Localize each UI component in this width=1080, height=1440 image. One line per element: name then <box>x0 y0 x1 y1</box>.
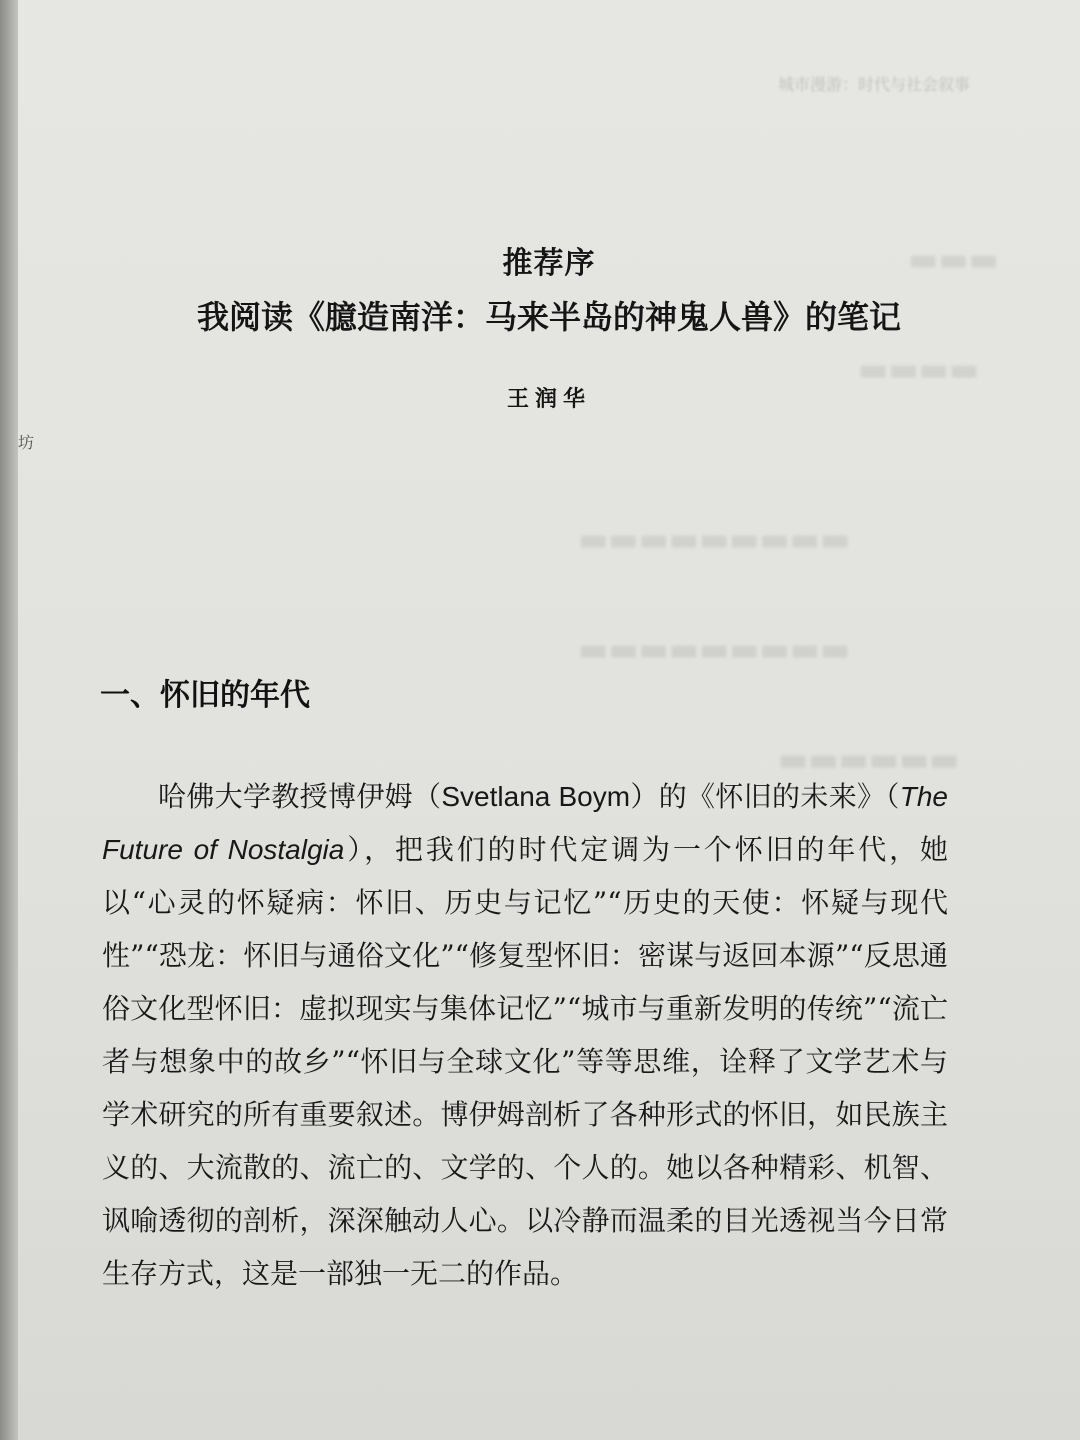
bleed-through-texture: ▬▬▬▬▬▬▬▬▬ <box>578 520 851 558</box>
book-page <box>18 0 1080 1440</box>
paragraph-text: ）的《怀旧的未来》（ <box>630 780 900 813</box>
bleed-through-texture: ▬▬▬ <box>908 240 999 278</box>
bleed-through-texture: ▬▬▬▬▬▬▬▬▬ <box>578 630 851 668</box>
foreword-title: 我阅读《臆造南洋：马来半岛的神鬼人兽》的笔记 <box>196 298 901 336</box>
foreword-label: 推荐序 <box>502 246 596 281</box>
section-title: 一、怀旧的年代 <box>100 678 310 713</box>
book-gutter-shadow <box>0 0 18 1440</box>
author-english-name: Svetlana Boym <box>441 781 631 812</box>
running-header: 城市漫游：时代与社会叙事 <box>778 75 971 94</box>
bleed-through-texture: ▬▬▬▬▬▬ <box>778 740 960 778</box>
margin-mark: 坊 <box>18 433 35 452</box>
book-english-title: The Future of Nostalgia <box>102 781 948 865</box>
author-name: 王润华 <box>506 386 591 412</box>
paragraph-text: 哈佛大学教授博伊姆（ <box>158 780 442 813</box>
body-paragraph <box>102 770 948 1300</box>
paragraph-text: ），把我们的时代定调为一个怀旧的年代，她以“心灵的怀疑病：怀旧、历史与记忆”“历史的天使：怀疑与现代性”“恐龙：怀旧与通俗文化”“修复型怀旧：密谋与返回本源”“反思通俗文化型怀旧：虚拟现实与集体记忆”“城市与重新发明的传统”“流亡者与想象中的故乡”“怀旧与全球文化”等等思维，诠释了文学艺术与学术研究的所有重要叙述。博伊姆剖析了各种形式的怀旧，如民族主义的、大流散的、流亡的、文学的、个人的。她以各种精彩、机智、讽喻透彻的剖析，深深触动人心。以冷静而温柔的目光透视当今日常生存方式，这是一部独一无二的作品。 <box>102 833 948 1290</box>
bleed-through-texture: ▬▬▬▬ <box>858 350 979 388</box>
